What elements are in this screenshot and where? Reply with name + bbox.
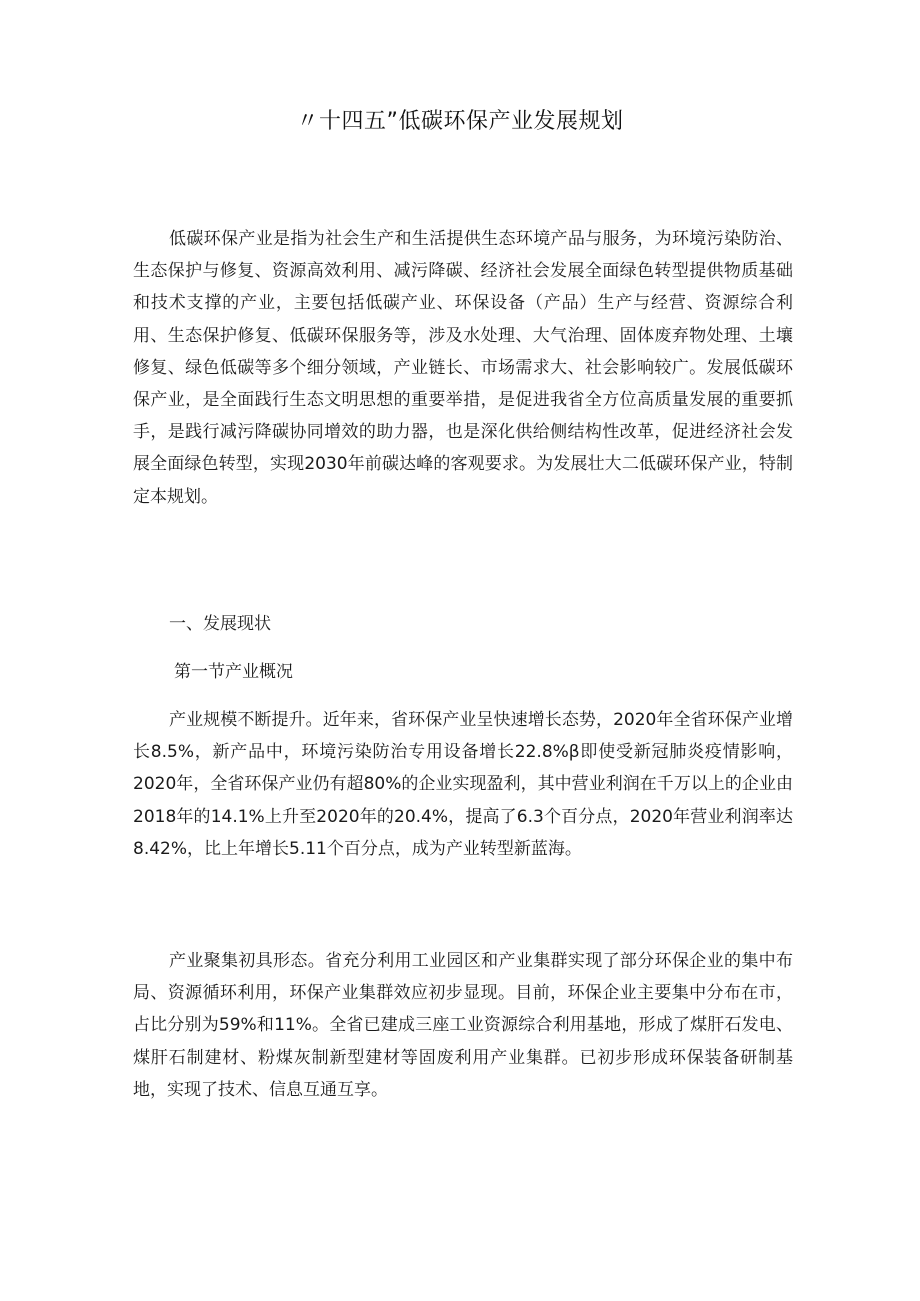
scale-paragraph-block (133, 704, 793, 865)
chapter-heading-block (133, 656, 793, 688)
intro-paragraph-block (133, 223, 793, 513)
section-heading-block (133, 608, 793, 640)
chapter-heading: 第一节产业概况 (174, 662, 293, 682)
document-title: 〃十四五”低碳环保产业发展规划 (296, 109, 624, 134)
industry-scale-paragraph: 产业规模不断提升。近年来，省环保产业呈快速增长态势，2020年全省环保产业增长8.5%，新产品中，环境污染防治专用设备增长22.8%β即使受新冠肺炎疫情影响，2020年，全省环保产业仍有超80%的企业实现盈利，其中营业利润在千万以上的企业由2018年的14.1%上升至2020年的20.4%，提高了6.3个百分点，2020年营业利润率达8.42%，比上年增长5.11个百分点，成为产业转型新蓝海。 (133, 710, 793, 859)
industry-cluster-paragraph: 产业聚集初具形态。省充分利用工业园区和产业集群实现了部分环保企业的集中布局、资源循环利用，环保产业集群效应初步显现。目前，环保企业主要集中分布在市，占比分别为59%和11%。全省已建成三座工业资源综合利用基地，形成了煤肝石发电、煤肝石制建材、粉煤灰制新型建材等固废利用产业集群。已初步形成环保装备研制基地，实现了技术、信息互通互享。 (133, 951, 793, 1100)
intro-paragraph: 低碳环保产业是指为社会生产和生活提供生态环境产品与服务，为环境污染防治、生态保护与修复、资源高效利用、减污降碳、经济社会发展全面绿色转型提供物质基础和技术支撑的产业，主要包括低碳产业、环保设备（产品）生产与经营、资源综合利用、生态保护修复、低碳环保服务等，涉及水处理、大气治理、固体废弃物处理、土壤修复、绿色低碳等多个细分领域，产业链长、市场需求大、社会影响较广。发展低碳环保产业，是全面践行生态文明思想的重要举措，是促进我省全方位高质量发展的重要抓手，是践行减污降碳协同增效的助力器，也是深化供给侧结构性改革，促进经济社会发展全面绿色转型，实现2030年前碳达峰的客观要求。为发展壮大二低碳环保产业，特制定本规划。 (133, 229, 793, 507)
cluster-paragraph-block (133, 945, 793, 1106)
section-heading: 一、发展现状 (169, 614, 271, 634)
